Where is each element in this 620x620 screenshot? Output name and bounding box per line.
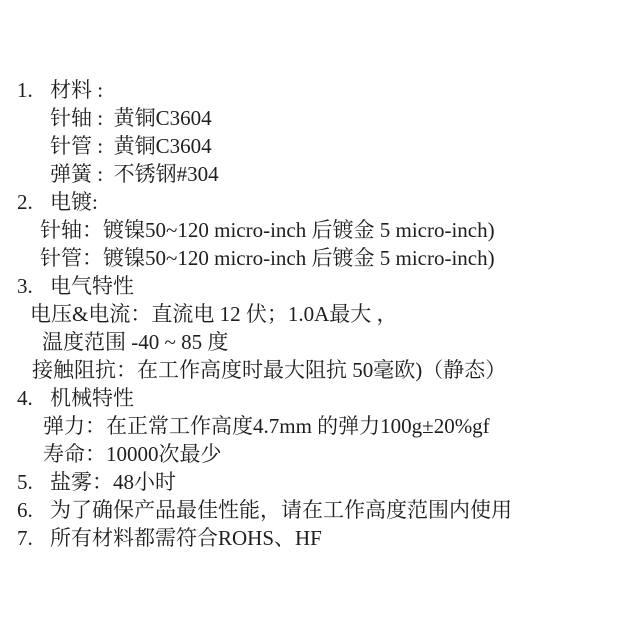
temperature-range-line: 温度范围 -40 ~ 85 度: [42, 330, 229, 354]
section-1-heading: [17, 76, 612, 104]
section-4-heading: [17, 384, 612, 412]
voltage-current-line: 电压&电流：直流电 12 伏；1.0A最大 ，: [30, 302, 398, 326]
plating-pin-tube-line: 针管：镀镍50~120 micro-inch 后镀金 5 micro-inch): [40, 246, 495, 270]
section-4-title: 机械特性: [50, 386, 134, 410]
section-3-heading: [17, 272, 612, 300]
section-7-heading: [17, 524, 612, 552]
plating-pin-shaft-line: 针轴：镀镍50~120 micro-inch 后镀金 5 micro-inch): [40, 218, 495, 242]
section-5-heading: [17, 468, 612, 496]
section-2-number: 2.: [17, 190, 33, 214]
material-pin-tube-line: 针管 : 黄铜C3604: [50, 134, 212, 158]
material-pin-shaft-line: 针轴 : 黄铜C3604: [50, 106, 212, 130]
section-2-heading: [17, 188, 612, 216]
usage-note-line: 为了确保产品最佳性能，请在工作高度范围内使用: [50, 498, 512, 522]
lifespan-line: 寿命：10000次最少: [43, 442, 222, 466]
section-5-number: 5.: [17, 470, 33, 494]
section-6-heading: [17, 496, 612, 524]
spring-force-line: 弹力：在正常工作高度4.7mm 的弹力100g±20%gf: [43, 414, 490, 438]
section-1-number: 1.: [17, 78, 33, 102]
section-4-number: 4.: [17, 386, 33, 410]
contact-resistance-line: 接触阻抗：在工作高度时最大阻抗 50毫欧)（静态）: [32, 358, 507, 382]
section-1-title: 材料 :: [50, 78, 104, 102]
section-3-title: 电气特性: [50, 274, 134, 298]
section-6-number: 6.: [17, 498, 33, 522]
section-7-number: 7.: [17, 526, 33, 550]
salt-spray-line: 盐雾：48小时: [50, 470, 176, 494]
section-3-number: 3.: [17, 274, 33, 298]
section-2-title: 电镀:: [50, 190, 98, 214]
material-spring-line: 弹簧 : 不锈钢#304: [50, 162, 219, 186]
rohs-compliance-line: 所有材料都需符合ROHS、HF: [50, 526, 322, 550]
